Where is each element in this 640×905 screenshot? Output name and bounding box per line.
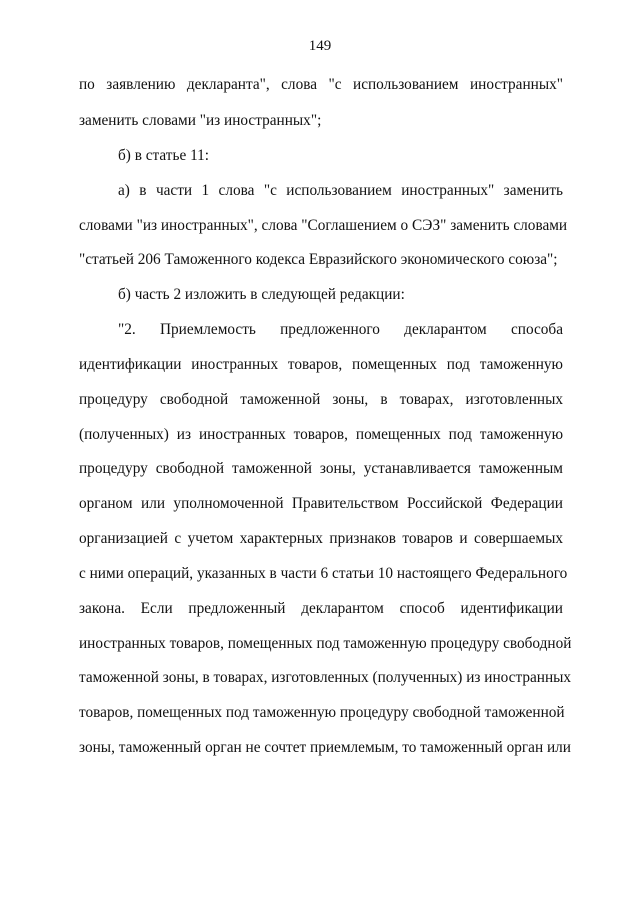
text-line: по заявлению декларанта", слова "с использованием иностранных" bbox=[79, 76, 563, 93]
text-line: процедуру свободной таможенной зоны, устанавливается таможенным bbox=[79, 460, 563, 477]
text-line: (полученных) из иностранных товаров, помещенных под таможенную bbox=[79, 426, 563, 443]
text-line: закона. Если предложенный декларантом способ идентификации bbox=[79, 600, 563, 617]
text-line: органом или уполномоченной Правительством Российской Федерации bbox=[79, 495, 563, 512]
text-line: таможенной зоны, в товарах, изготовленных (полученных) из иностранных bbox=[79, 669, 572, 686]
text-line: зоны, таможенный орган не сочтет приемлемым, то таможенный орган или bbox=[79, 739, 571, 756]
text-line: словами "из иностранных", слова "Соглашением о СЭЗ" заменить словами bbox=[79, 217, 568, 234]
text-line: товаров, помещенных под таможенную процедуру свободной таможенной bbox=[79, 704, 565, 721]
text-line: организацией с учетом характерных признаков товаров и совершаемых bbox=[79, 530, 563, 547]
text-line: идентификации иностранных товаров, помещенных под таможенную bbox=[79, 356, 563, 373]
text-line: "2. Приемлемость предложенного декларантом способа bbox=[118, 321, 563, 338]
text-line: б) часть 2 изложить в следующей редакции: bbox=[118, 286, 405, 303]
text-line: а) в части 1 слова "с использованием иностранных" заменить bbox=[118, 182, 563, 199]
text-line: процедуру свободной таможенной зоны, в товарах, изготовленных bbox=[79, 391, 563, 408]
text-line: с ними операций, указанных в части 6 статьи 10 настоящего Федерального bbox=[79, 565, 568, 582]
text-line: заменить словами "из иностранных"; bbox=[79, 112, 322, 129]
text-line: иностранных товаров, помещенных под таможенную процедуру свободной bbox=[79, 635, 572, 652]
text-line: "статьей 206 Таможенного кодекса Евразийского экономического союза"; bbox=[79, 251, 558, 268]
page-number: 149 bbox=[308, 38, 332, 54]
text-line: б) в статье 11: bbox=[118, 147, 210, 164]
